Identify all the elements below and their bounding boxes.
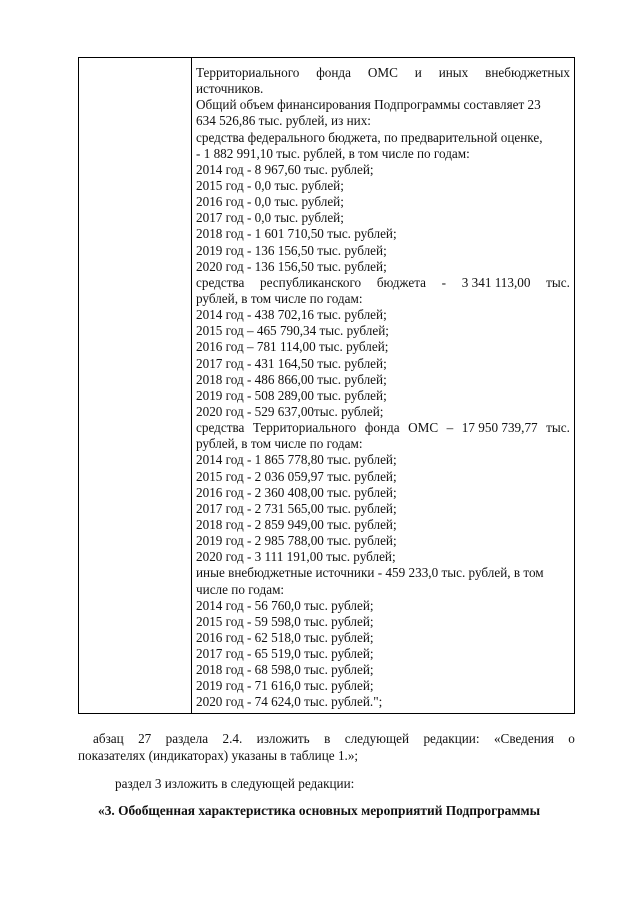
federal-year-item: 2016 год - 0,0 тыс. рублей; — [196, 194, 344, 210]
federal-year-item: 2015 год - 0,0 тыс. рублей; — [196, 177, 344, 193]
other-year-item: 2020 год - 74 624,0 тыс. рублей."; — [196, 694, 383, 710]
federal-year-item: 2020 год - 136 156,50 тыс. рублей; — [196, 258, 387, 274]
federal-budget-line: - 1 882 991,10 тыс. рублей, в том числе по годам: — [196, 145, 470, 161]
section-heading: «3. Обобщенная характеристика основных мероприятий Подпрограммы — [98, 803, 541, 818]
republic-budget-line: рублей, в том числе по годам: — [196, 290, 363, 306]
federal-year-item: 2018 год - 1 601 710,50 тыс. рублей; — [196, 226, 397, 242]
oms-fund-line: средства Территориального фонда ОМС – 17 950 739,77 тыс. — [196, 420, 570, 436]
funding-text-line: Территориального фонда ОМС и иных внебюджетных — [196, 65, 570, 80]
federal-year-item: 2019 год - 136 156,50 тыс. рублей; — [196, 242, 387, 258]
republic-year-item: 2018 год - 486 866,00 тыс. рублей; — [196, 371, 387, 387]
amendment-paragraph-line: абзац 27 раздела 2.4. изложить в следующей редакции: «Сведения о — [93, 731, 575, 746]
oms-year-item: 2016 год - 2 360 408,00 тыс. рублей; — [196, 484, 397, 500]
republic-year-item: 2017 год - 431 164,50 тыс. рублей; — [196, 355, 387, 371]
total-funding-line: Общий объем финансирования Подпрограммы составляет 23 — [196, 97, 541, 113]
total-funding-line: 634 526,86 тыс. рублей, из них: — [196, 113, 371, 129]
republic-year-item: 2020 год - 529 637,00тыс. рублей; — [196, 403, 384, 419]
republic-year-item: 2014 год - 438 702,16 тыс. рублей; — [196, 307, 387, 323]
funding-cell-content — [196, 65, 570, 711]
amendment-paragraph — [78, 730, 575, 764]
other-year-item: 2019 год - 71 616,0 тыс. рублей; — [196, 678, 374, 694]
section-amendment-paragraph: раздел 3 изложить в следующей редакции: — [115, 776, 355, 791]
federal-budget-line: средства федерального бюджета, по предварительной оценке, — [196, 129, 543, 145]
oms-year-item: 2015 год - 2 036 059,97 тыс. рублей; — [196, 468, 397, 484]
oms-year-item: 2019 год - 2 985 788,00 тыс. рублей; — [196, 533, 397, 549]
funding-text-line: источников. — [196, 81, 264, 97]
republic-year-item: 2016 год – 781 114,00 тыс. рублей; — [196, 339, 389, 355]
republic-year-item: 2015 год – 465 790,34 тыс. рублей; — [196, 323, 389, 339]
amendment-paragraph-line: показателях (индикаторах) указаны в таблице 1.»; — [78, 748, 359, 763]
oms-year-item: 2014 год - 1 865 778,80 тыс. рублей; — [196, 452, 397, 468]
other-year-item: 2017 год - 65 519,0 тыс. рублей; — [196, 646, 374, 662]
federal-year-item: 2014 год - 8 967,60 тыс. рублей; — [196, 161, 374, 177]
other-year-item: 2015 год - 59 598,0 тыс. рублей; — [196, 613, 374, 629]
oms-year-item: 2017 год - 2 731 565,00 тыс. рублей; — [196, 500, 397, 516]
other-year-item: 2016 год - 62 518,0 тыс. рублей; — [196, 629, 374, 645]
republic-year-item: 2019 год - 508 289,00 тыс. рублей; — [196, 387, 387, 403]
other-year-item: 2014 год - 56 760,0 тыс. рублей; — [196, 597, 374, 613]
oms-year-item: 2018 год - 2 859 949,00 тыс. рублей; — [196, 516, 397, 532]
oms-year-item: 2020 год - 3 111 191,00 тыс. рублей; — [196, 549, 396, 565]
oms-fund-line: рублей, в том числе по годам: — [196, 436, 363, 452]
republic-budget-line: средства республиканского бюджета - 3 341 113,00 тыс. — [196, 274, 570, 290]
other-year-item: 2018 год - 68 598,0 тыс. рублей; — [196, 662, 374, 678]
other-sources-line: иные внебюджетные источники - 459 233,0 тыс. рублей, в том — [196, 565, 544, 581]
subprogram-funding-table — [78, 57, 575, 714]
other-sources-line: числе по годам: — [196, 581, 285, 597]
table-column-divider — [191, 58, 192, 713]
federal-year-item: 2017 год - 0,0 тыс. рублей; — [196, 210, 344, 226]
